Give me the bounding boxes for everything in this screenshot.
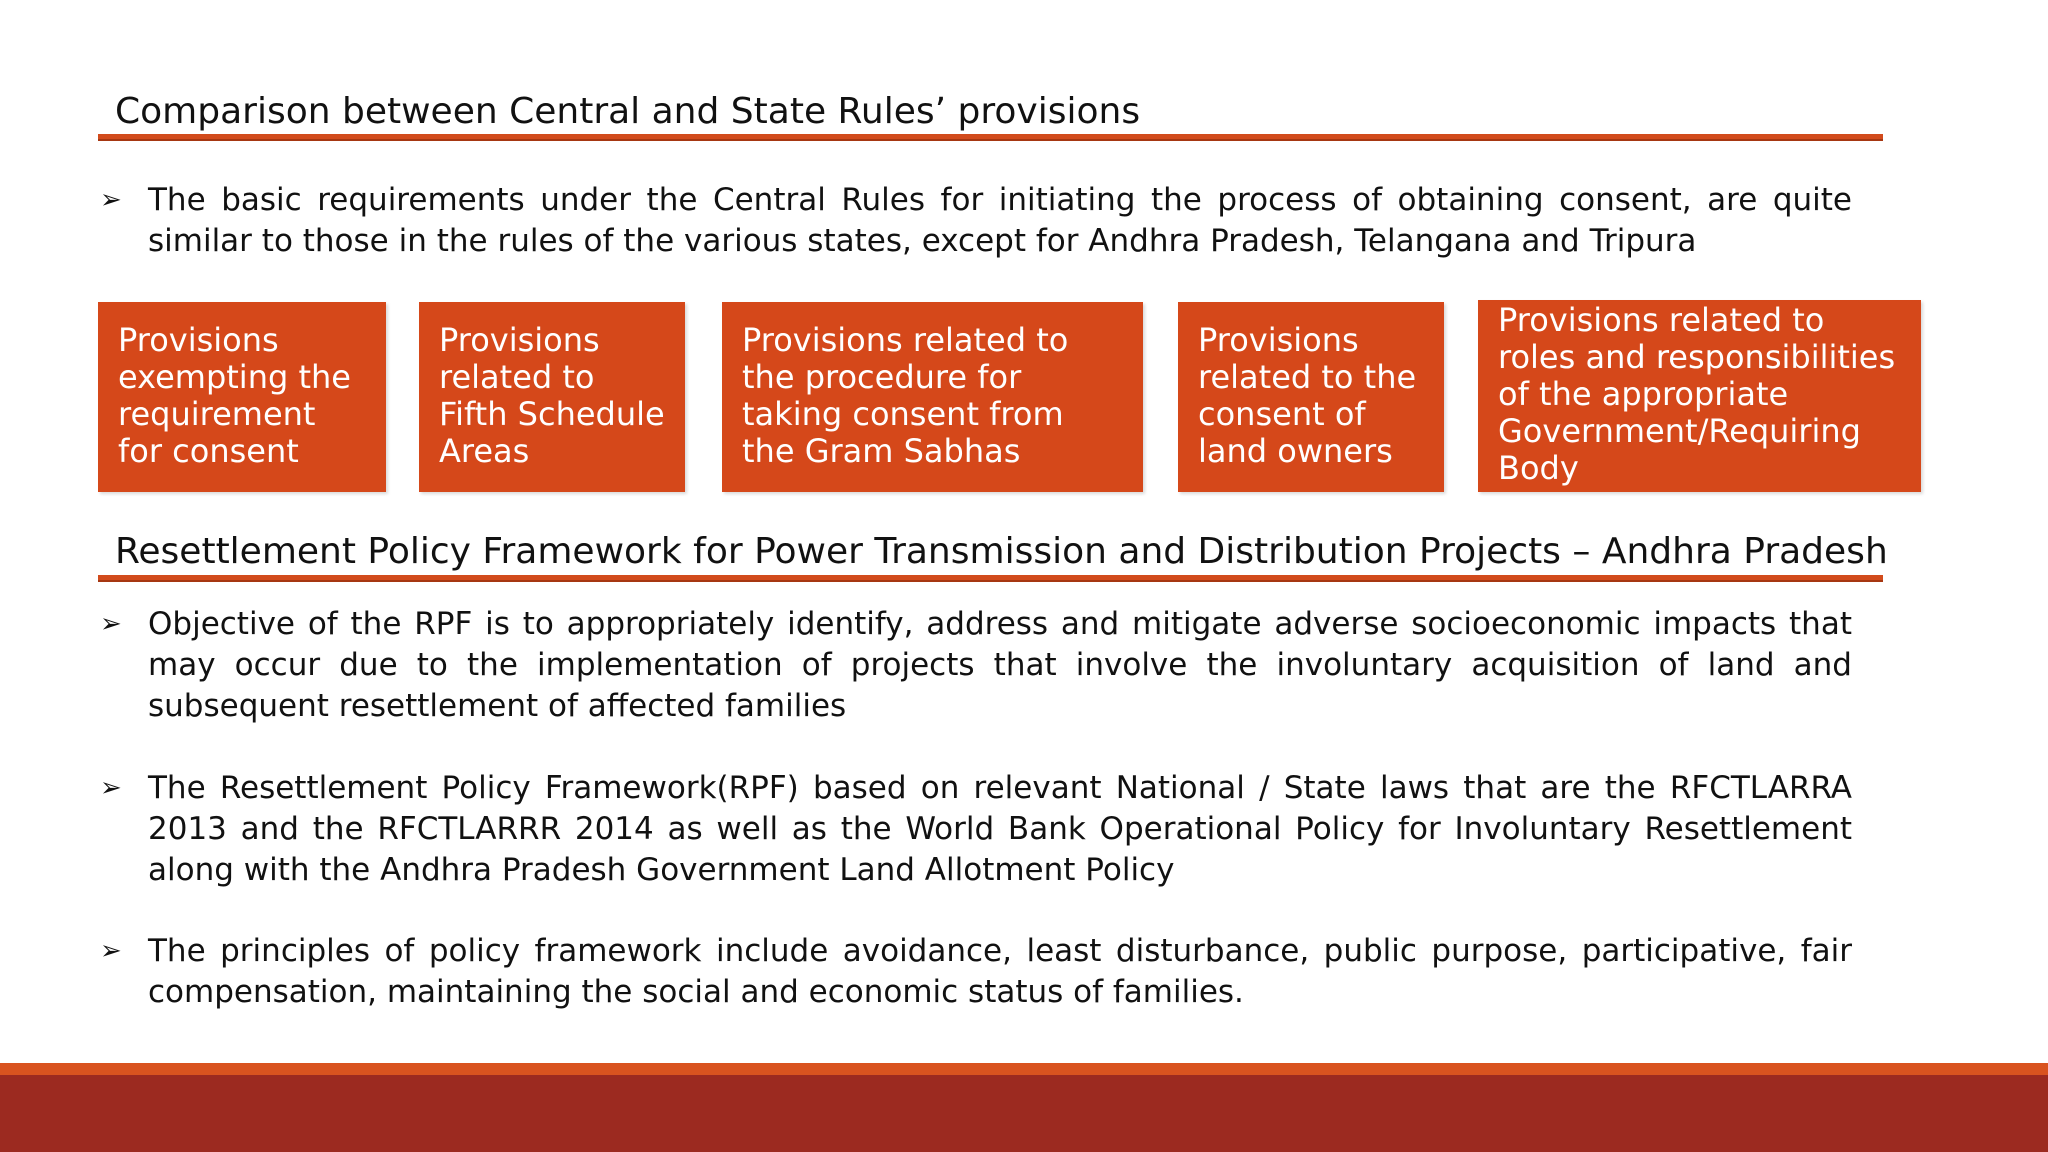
arrow-bullet-icon: ➢ [100, 185, 122, 215]
bullet-item [100, 604, 1852, 727]
provision-box-exempting: Provisions exempting the requirement for consent [98, 302, 386, 492]
bullet-item [100, 180, 1852, 262]
section-divider [98, 134, 1883, 141]
footer-accent-line [0, 1063, 2048, 1075]
bullet-item [100, 768, 1852, 891]
provision-box-fifth-schedule: Provisions related to Fifth Schedule Areas [419, 302, 685, 492]
provision-box-roles: Provisions related to roles and responsibilities of the appropriate Government/Requiring Body [1478, 300, 1921, 492]
bullet-text: Objective of the RPF is to appropriately identify, address and mitigate adverse socioeconomic impacts that may occur due to the implementation of projects that involve the involuntary acquisition of land and subsequent resettlement of affected families [148, 606, 1852, 724]
bullet-text: The Resettlement Policy Framework(RPF) based on relevant National / State laws that are the RFCTLARRA 2013 and the RFCTLARRR 2014 as well as the World Bank Operational Policy for Involuntary Resettlement along with the Andhra Pradesh Government Land Allotment Policy [148, 770, 1852, 888]
provision-box-gram-sabhas: Provisions related to the procedure for taking consent from the Gram Sabhas [722, 302, 1143, 492]
section-title-rpf: Resettlement Policy Framework for Power Transmission and Distribution Projects – Andhra Pradesh [115, 531, 1888, 572]
bullet-text: The principles of policy framework include avoidance, least disturbance, public purpose, participative, fair compensation, maintaining the social and economic status of families. [148, 933, 1852, 1010]
bullet-item [100, 931, 1852, 1013]
bullet-text: The basic requirements under the Central Rules for initiating the process of obtaining consent, are quite similar to those in the rules of the various states, except for Andhra Pradesh, Telangana and Tripura [148, 182, 1852, 259]
arrow-bullet-icon: ➢ [100, 936, 122, 966]
section-title-comparison: Comparison between Central and State Rules’ provisions [115, 91, 1141, 132]
arrow-bullet-icon: ➢ [100, 773, 122, 803]
arrow-bullet-icon: ➢ [100, 609, 122, 639]
footer-band [0, 1075, 2048, 1152]
provision-box-land-owners: Provisions related to the consent of land owners [1178, 302, 1444, 492]
section-divider [98, 575, 1883, 582]
